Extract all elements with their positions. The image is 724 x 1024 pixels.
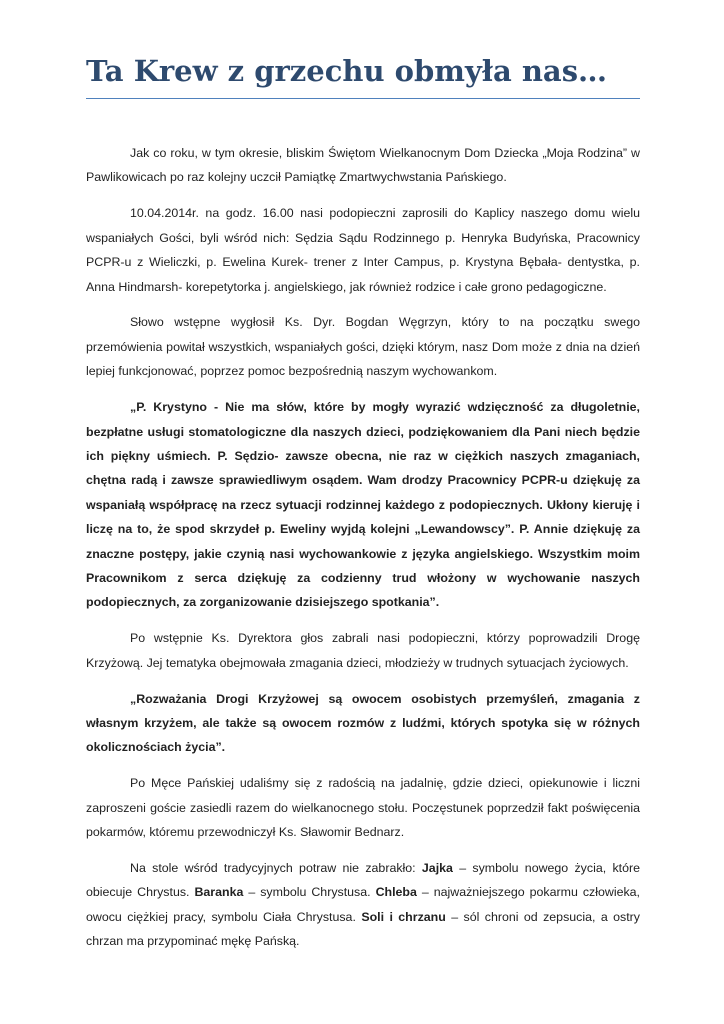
quote-way-of-cross (86, 687, 640, 760)
paragraph-text: Jak co roku, w tym okresie, bliskim Świętom Wielkanocnym Dom Dziecka „Moja Rodzina” w Pawlikowicach po raz kolejny uczcił Pamiątkę Zmartwychwstania Pańskiego. (86, 146, 640, 185)
emphasis-soli-i-chrzanu: Soli i chrzanu (361, 909, 446, 924)
paragraph-text: Po wstępnie Ks. Dyrektora głos zabrali nasi podopieczni, którzy poprowadzili Drogę Krzyżową. Jej tematyka obejmowała zmagania dzieci, młodzieży w trudnych sytuacjach życiowych. (86, 631, 640, 670)
paragraph-text: – najważniejszego pokarmu człowieka, owocu ciężkiej pracy, symbolu Ciała Chrystusa. (86, 885, 640, 924)
paragraph-5 (86, 626, 640, 675)
paragraph-text: Słowo wstępne wygłosił Ks. Dyr. Bogdan Węgrzyn, który to na początku swego przemówienia powitał wszystkich, wspaniałych gości, dzięki którym, nasz Dom może z dnia na dzień lepiej funkcjonować, poprzez pomoc bezpośrednią naszym wychowankom. (86, 315, 640, 379)
emphasis-baranka: Baranka (194, 885, 244, 900)
emphasis-jajka: Jajka (421, 861, 453, 876)
document-title: Ta Krew z grzechu obmyła nas… (86, 52, 640, 99)
document-body (86, 141, 640, 954)
paragraph-3 (86, 310, 640, 383)
paragraph-7 (86, 771, 640, 844)
quote-director-thanks (86, 395, 640, 615)
paragraph-text: – symbolu nowego życia, które obiecuje Chrystus. (86, 861, 640, 900)
emphasis-chleba: Chleba (375, 885, 417, 900)
paragraph-text: 10.04.2014r. na godz. 16.00 nasi podopieczni zaprosili do Kaplicy naszego domu wielu wspaniałych Gości, byli wśród nich: Sędzia Sądu Rodzinnego p. Henryka Budyńska, Pracownicy PCPR-u z Wieliczki, p. Ewelina Kurek- trener z Inter Campus, p. Krystyna Bębała- dentystka, p. Anna Hindmarsh- korepetytorka j. angielskiego, jak również rodzice i całe grono pedagogiczne. (86, 206, 640, 294)
quote-text: „P. Krystyno - Nie ma słów, które by mogły wyrazić wdzięczność za długoletnie, bezpłatne usługi stomatologiczne dla naszych dzieci, podziękowaniem dla Pani niech będzie ich piękny uśmiech. P. Sędzio- zawsze obecna, nie raz w ciężkich naszych zmaganiach, chętna radą i zawsze sprawiedliwym osądem. Wam drodzy Pracownicy PCPR-u dziękuję za wspaniałą współpracę na rzecz sytuacji rodzinnej każdego z podopiecznych. Ukłony kieruję i liczę na to, że spod skrzydeł p. Eweliny wyjdą kolejni „Lewandowscy”. P. Annie dziękuję za znaczne postępy, jakie czynią nasi wychowankowie z języka angielskiego. Wszystkim moim Pracownikom z serca dziękuję za codzienny trud włożony w wychowanie naszych podopiecznych, za zorganizowanie dzisiejszego spotkania”. (86, 400, 640, 610)
paragraph-8 (86, 856, 640, 954)
paragraph-text: – sól chroni od zepsucia, a ostry chrzan ma przypominać mękę Pańską. (86, 909, 640, 949)
paragraph-text: Po Męce Pańskiej udaliśmy się z radością na jadalnię, gdzie dzieci, opiekunowie i liczni zaproszeni goście zasiedli razem do wielkanocnego stołu. Poczęstunek poprzedził fakt poświęcenia pokarmów, któremu przewodniczył Ks. Sławomir Bednarz. (86, 776, 640, 840)
quote-text: „Rozważania Drogi Krzyżowej są owocem osobistych przemyśleń, zmagania z własnym krzyżem, ale także są owocem rozmów z ludźmi, których spotyka się w różnych okolicznościach życia”. (86, 691, 640, 755)
paragraph-1 (86, 141, 640, 190)
paragraph-text: Na stole wśród tradycyjnych potraw nie zabrakło: (130, 861, 422, 876)
paragraph-text: – symbolu Chrystusa. (243, 885, 376, 900)
paragraph-2 (86, 201, 640, 299)
document-page (86, 52, 640, 965)
